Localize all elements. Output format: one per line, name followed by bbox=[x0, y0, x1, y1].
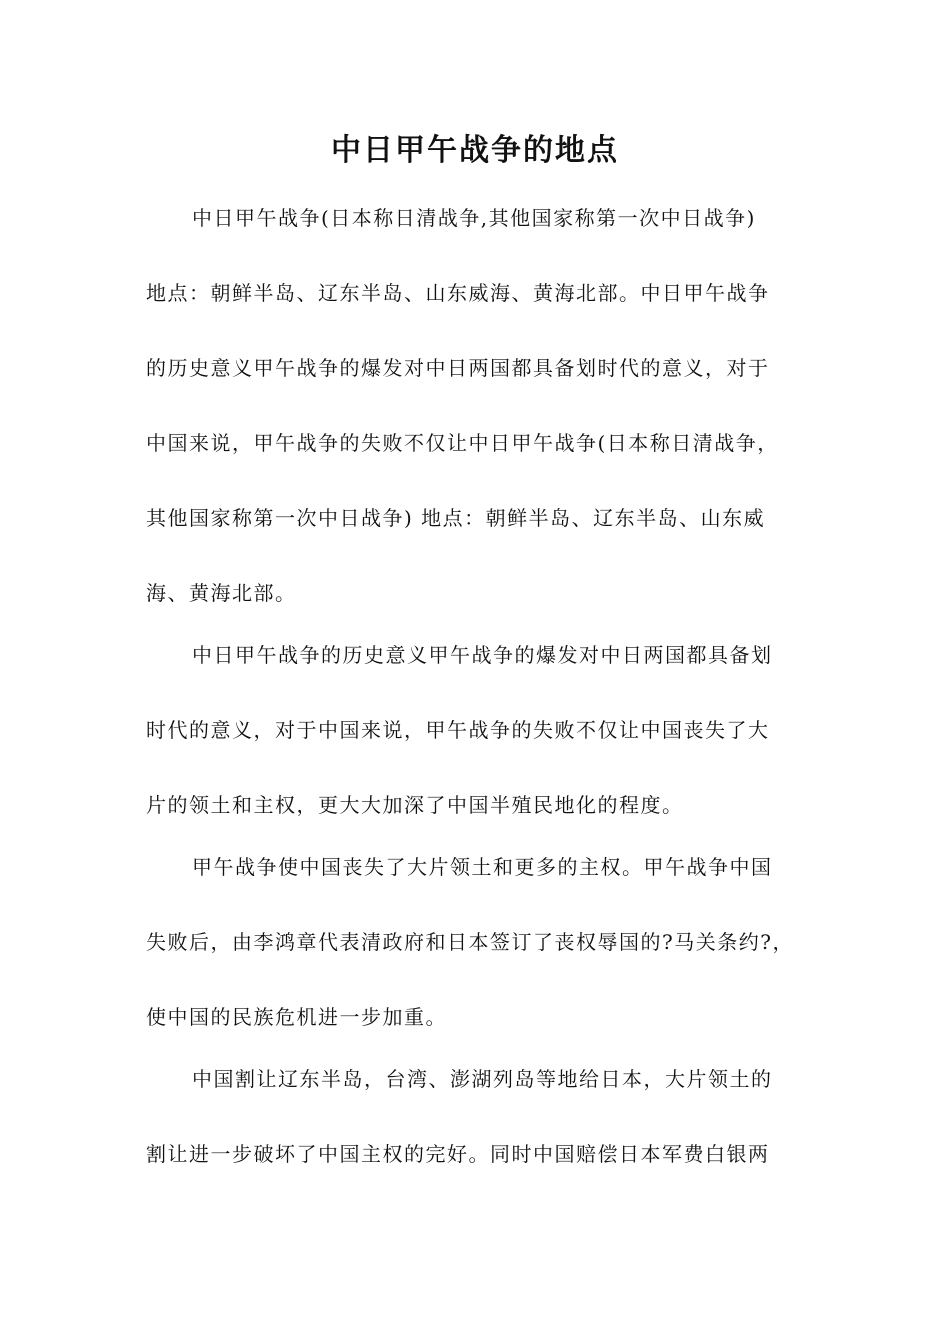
paragraph-1-line-5: 其他国家称第一次中日战争) 地点：朝鲜半岛、辽东半岛、山东威 bbox=[146, 506, 766, 530]
paragraph-2-line-2: 时代的意义，对于中国来说，甲午战争的失败不仅让中国丧失了大 bbox=[146, 718, 770, 742]
paragraph-3-line-1: 甲午战争使中国丧失了大片领土和更多的主权。甲午战争中国 bbox=[192, 855, 773, 879]
paragraph-4-line-2: 割让进一步破坏了中国主权的完好。同时中国赔偿日本军费白银两 bbox=[146, 1142, 770, 1166]
paragraph-1-line-1: 中日甲午战争(日本称日清战争,其他国家称第一次中日战争) bbox=[192, 206, 756, 230]
paragraph-3-line-3: 使中国的民族危机进一步加重。 bbox=[146, 1005, 447, 1029]
paragraph-1-line-2: 地点：朝鲜半岛、辽东半岛、山东威海、黄海北部。中日甲午战争 bbox=[146, 281, 770, 305]
paragraph-1-line-4: 中国来说，甲午战争的失败不仅让中日甲午战争(日本称日清战争， bbox=[146, 431, 779, 455]
paragraph-2-line-3: 片的领土和主权，更大大加深了中国半殖民地化的程度。 bbox=[146, 793, 684, 817]
paragraph-1-line-3: 的历史意义甲午战争的爆发对中日两国都具备划时代的意义，对于 bbox=[146, 356, 770, 380]
paragraph-4-line-1: 中国割让辽东半岛，台湾、澎湖列岛等地给日本，大片领土的 bbox=[192, 1067, 773, 1091]
paragraph-2-line-1: 中日甲午战争的历史意义甲午战争的爆发对中日两国都具备划 bbox=[192, 643, 773, 667]
paragraph-3-line-2: 失败后，由李鸿章代表清政府和日本签订了丧权辱国的?马关条约?， bbox=[146, 930, 794, 954]
paragraph-1-line-6: 海、黄海北部。 bbox=[146, 581, 297, 605]
document-title: 中日甲午战争的地点 bbox=[331, 133, 619, 168]
